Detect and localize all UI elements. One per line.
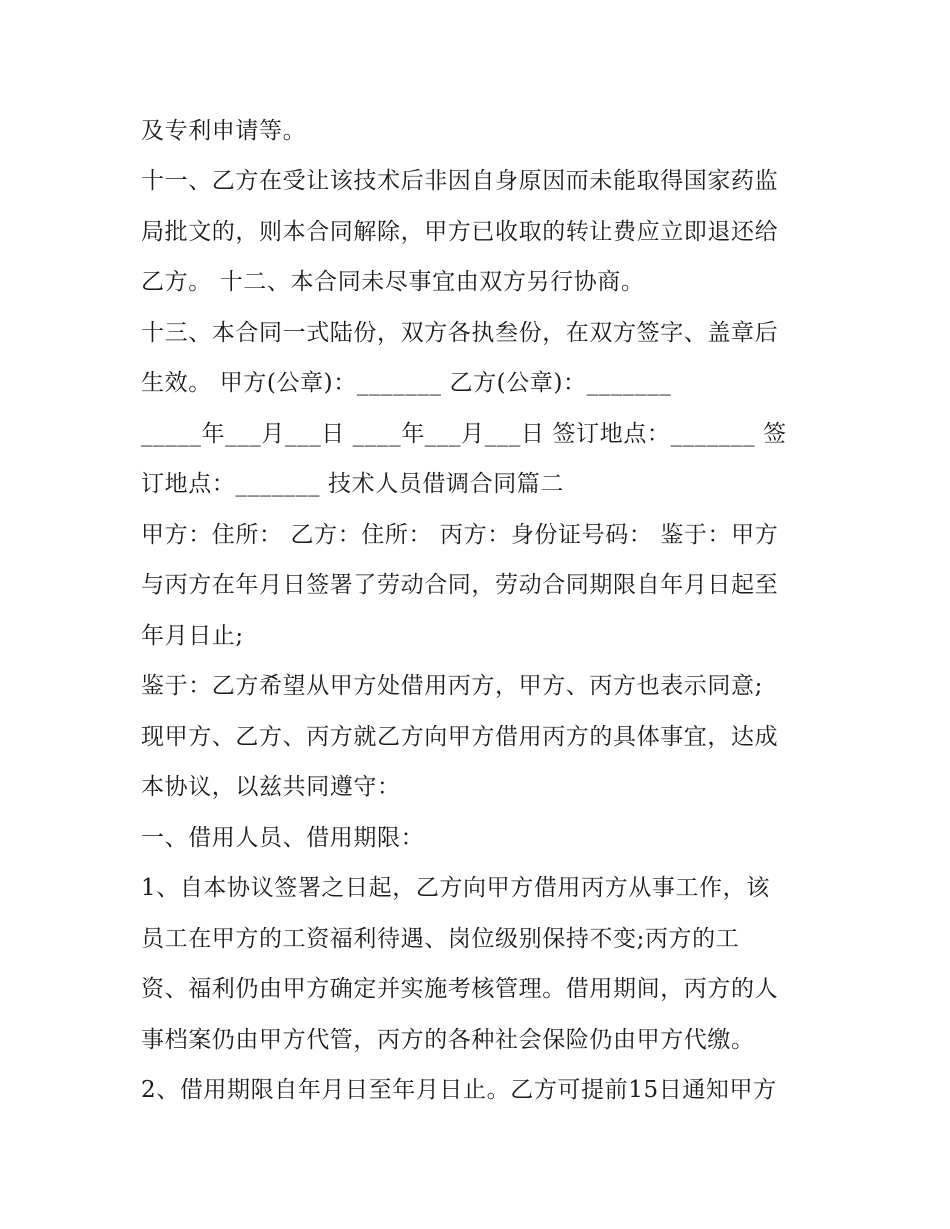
text-line: 与丙方在年月日签署了劳动合同，劳动合同期限自年月日起至 [141,572,779,598]
text-line: 事档案仍由甲方代管，丙方的各种社会保险仍由甲方代缴。 [141,1027,755,1053]
text-line: 鉴于：乙方希望从甲方处借用丙方，甲方、丙方也表示同意; [141,673,763,699]
text-line: 局批文的，则本合同解除，甲方已收取的转让费应立即退还给 [141,219,779,245]
text-line: 年月日止; [141,623,244,649]
text-line: 员工在甲方的工资福利待遇、岗位级别保持不变;丙方的工 [141,926,740,952]
text-line: 十三、本合同一式陆份，双方各执叁份，在双方签字、盖章后 [141,320,779,346]
text-line: 资、福利仍由甲方确定并实施考核管理。借用期间，丙方的人 [141,976,779,1002]
text-line: 现甲方、乙方、丙方就乙方向甲方借用丙方的具体事宜，达成 [141,724,779,750]
text-line: _____年___月___日 ____年___月___日 签订地点：_______ 签 [141,421,787,447]
text-line: 1、自本协议签署之日起，乙方向甲方借用丙方从事工作，该 [141,875,770,901]
text-line: 订地点：_______ 技术人员借调合同篇二 [141,471,565,497]
text-line: 十一、乙方在受让该技术后非因自身原因而未能取得国家药监 [141,168,779,194]
text-line: 本协议，以兹共同遵守： [141,774,401,800]
text-line: 生效。 甲方(公章)：_______ 乙方(公章)：_______ [141,370,672,396]
text-line: 一、借用人员、借用期限： [141,825,425,851]
text-line: 乙方。 十二、本合同未尽事宜由双方另行协商。 [141,269,645,295]
text-line: 及专利申请等。 [141,118,307,144]
text-line: 2、借用期限自年月日至年月日止。乙方可提前15日通知甲方 [141,1077,777,1103]
text-line: 甲方：住所： 乙方：住所： 丙方：身份证号码： 鉴于：甲方 [141,522,779,548]
